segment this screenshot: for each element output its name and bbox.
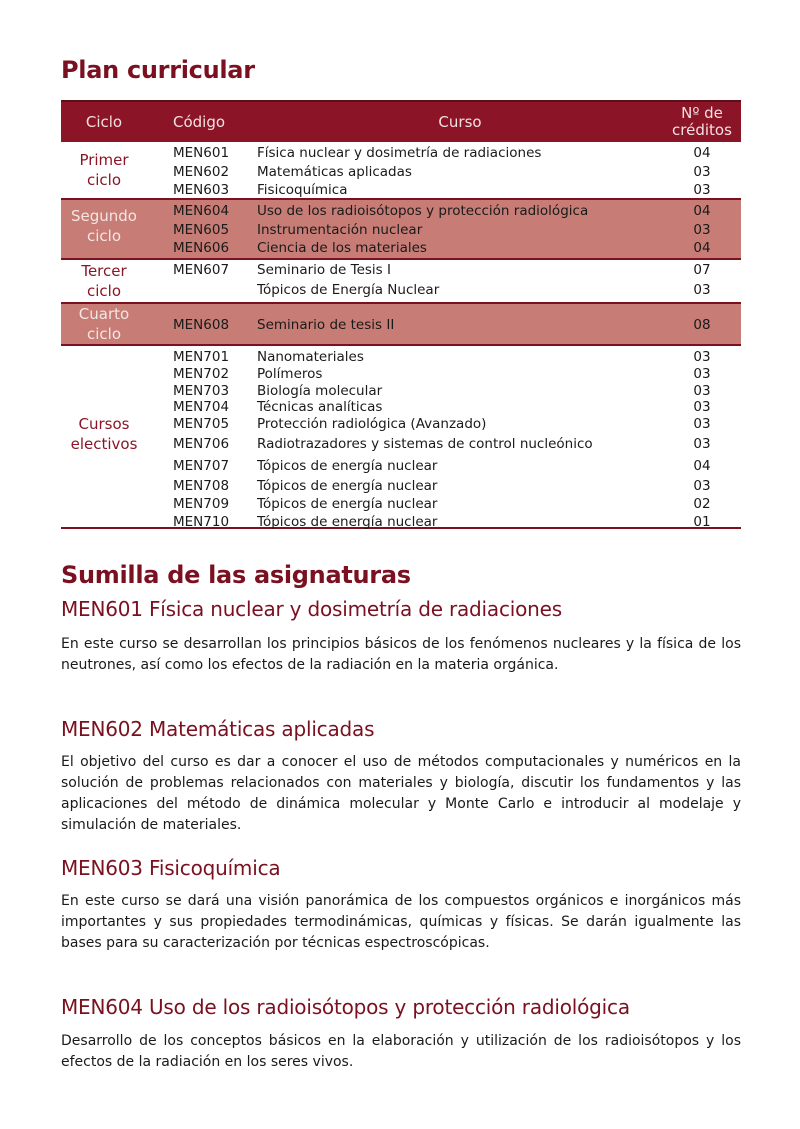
summary-text: En este curso se desarrollan los principios básicos de los fenómenos nucleares y la física de los neutrones, así como los efectos de la radiación en la materia orgánica. — [61, 636, 741, 673]
ciclo-label — [61, 260, 147, 302]
table-row — [147, 239, 741, 256]
summary-text: El objetivo del curso es dar a conocer el uso de métodos computacionales y numéricos en la solución de problemas relacionados con materiales y biología, discutir los fundamentos y las aplicaciones del método de dinámica molecular y Monte Carlo e introducir al modelaje y simulación de materiales. — [61, 754, 741, 833]
row-code: MEN701 — [173, 348, 230, 365]
group-tercer-ciclo — [61, 260, 741, 304]
row-credits: 01 — [693, 513, 711, 530]
row-course: Tópicos de Energía Nuclear — [257, 281, 440, 298]
header-ciclo: Ciclo — [85, 113, 123, 131]
row-course: Seminario de tesis II — [257, 317, 395, 333]
row-course: Radiotrazadores y sistemas de control nucleónico — [257, 436, 593, 452]
row-code: MEN702 — [173, 365, 230, 382]
row-credits: 03 — [693, 477, 711, 494]
row-course: Instrumentación nuclear — [257, 222, 423, 238]
group-cuarto-ciclo — [61, 304, 741, 346]
table-row — [147, 260, 741, 279]
row-code: MEN710 — [173, 513, 230, 530]
ciclo-label — [61, 142, 147, 198]
row-code: MEN703 — [173, 382, 230, 399]
row-course: Tópicos de energía nuclear — [257, 477, 438, 494]
group-cursos-electivos — [61, 346, 741, 529]
curriculum-table — [61, 100, 741, 529]
table-row — [147, 455, 741, 476]
row-course: Nanomateriales — [257, 348, 364, 365]
row-code: MEN706 — [173, 436, 230, 452]
row-code: MEN708 — [173, 477, 230, 494]
ciclo-label-line2: ciclo — [86, 282, 121, 300]
row-credits: 04 — [693, 203, 711, 219]
row-credits: 03 — [693, 222, 711, 238]
row-credits: 04 — [693, 457, 711, 474]
summary-heading: MEN601 Física nuclear y dosimetría de radiaciones — [61, 597, 562, 621]
table-header — [61, 100, 741, 142]
row-credits: 03 — [693, 416, 711, 432]
table-row — [147, 221, 741, 239]
table-row — [147, 433, 741, 455]
table-row — [147, 143, 741, 162]
table-row — [147, 279, 741, 300]
row-credits: 03 — [693, 436, 711, 452]
ciclo-label-line2: ciclo — [86, 227, 121, 245]
group-primer-ciclo — [61, 142, 741, 200]
ciclo-label-line1: Primer — [79, 151, 129, 169]
row-course: Uso de los radioisótopos y protección radiológica — [257, 203, 589, 219]
row-code: MEN709 — [173, 496, 230, 512]
row-credits: 02 — [693, 496, 711, 512]
row-credits: 07 — [693, 261, 711, 278]
table-row — [147, 495, 741, 513]
row-code: MEN704 — [173, 399, 230, 415]
row-code: MEN603 — [173, 181, 230, 198]
table-row — [147, 382, 741, 399]
header-creditos-line1: Nº de — [681, 104, 723, 122]
row-code: MEN604 — [173, 203, 230, 219]
row-course: Física nuclear y dosimetría de radiaciones — [257, 144, 542, 161]
summary-heading: MEN604 Uso de los radioisótopos y protección radiológica — [61, 995, 630, 1019]
ciclo-label-line1: Cuarto — [78, 305, 130, 323]
header-codigo: Código — [173, 113, 226, 131]
table-row — [147, 476, 741, 495]
row-code: MEN605 — [173, 222, 230, 238]
row-credits: 04 — [693, 239, 711, 256]
row-code: MEN607 — [173, 261, 230, 278]
row-course: Tópicos de energía nuclear — [257, 513, 438, 530]
row-credits: 03 — [693, 348, 711, 365]
ciclo-label-line2: electivos — [70, 434, 138, 453]
row-credits: 08 — [693, 317, 711, 333]
summary-text: Desarrollo de los conceptos básicos en la elaboración y utilización de los radioisótopos y los efectos de la radiación en los seres vivos. — [61, 1033, 741, 1070]
row-credits: 03 — [693, 382, 711, 399]
row-code: MEN601 — [173, 144, 230, 161]
row-course: Tópicos de energía nuclear — [257, 457, 438, 474]
row-course: Polímeros — [257, 365, 323, 382]
group-segundo-ciclo — [61, 200, 741, 260]
row-course: Técnicas analíticas — [257, 399, 383, 415]
ciclo-label-line1: Tercer — [81, 262, 127, 280]
row-credits: 03 — [693, 163, 711, 180]
row-code: MEN602 — [173, 163, 230, 180]
ciclo-label-line2: ciclo — [86, 325, 121, 343]
row-credits: 03 — [693, 399, 711, 415]
row-course: Matemáticas aplicadas — [257, 163, 412, 180]
table-row — [147, 365, 741, 382]
ciclo-label — [61, 346, 147, 527]
row-course: Ciencia de los materiales — [257, 239, 427, 256]
summary-heading: MEN602 Matemáticas aplicadas — [61, 717, 375, 741]
row-course: Biología molecular — [257, 382, 383, 399]
summary-title: Sumilla de las asignaturas — [61, 561, 411, 589]
ciclo-label-line1: Cursos — [78, 414, 130, 433]
summary-text: En este curso se dará una visión panorámica de los compuestos orgánicos e inorgánicos más importantes y sus propiedades termodinámicas, químicas y físicas. Se darán igualmente las bases para su caracterización por técnicas espectroscópicas. — [61, 893, 741, 951]
table-row — [147, 315, 741, 335]
ciclo-label-line1: Segundo — [71, 207, 137, 225]
header-creditos-line2: créditos — [672, 121, 732, 139]
ciclo-label — [61, 304, 147, 344]
row-course: Tópicos de energía nuclear — [257, 496, 438, 512]
row-code: MEN606 — [173, 239, 230, 256]
plan-title: Plan curricular — [61, 56, 255, 84]
row-code: MEN608 — [173, 317, 230, 333]
row-credits: 03 — [693, 181, 711, 198]
table-row — [147, 348, 741, 365]
row-course: Fisicoquímica — [257, 181, 348, 198]
table-row — [147, 162, 741, 181]
table-row — [147, 201, 741, 221]
row-credits: 04 — [693, 144, 711, 161]
header-curso: Curso — [438, 113, 482, 131]
row-credits: 03 — [693, 365, 711, 382]
row-course: Protección radiológica (Avanzado) — [257, 416, 487, 432]
row-code: MEN707 — [173, 457, 230, 474]
ciclo-label — [61, 200, 147, 258]
table-row — [147, 415, 741, 433]
row-code: MEN705 — [173, 416, 230, 432]
row-course: Seminario de Tesis I — [257, 261, 391, 278]
table-row — [147, 513, 741, 530]
row-credits: 03 — [693, 281, 711, 298]
ciclo-label-line2: ciclo — [86, 171, 121, 189]
header-creditos — [663, 105, 741, 139]
summary-heading: MEN603 Fisicoquímica — [61, 856, 281, 880]
table-row — [147, 181, 741, 198]
table-row — [147, 399, 741, 415]
